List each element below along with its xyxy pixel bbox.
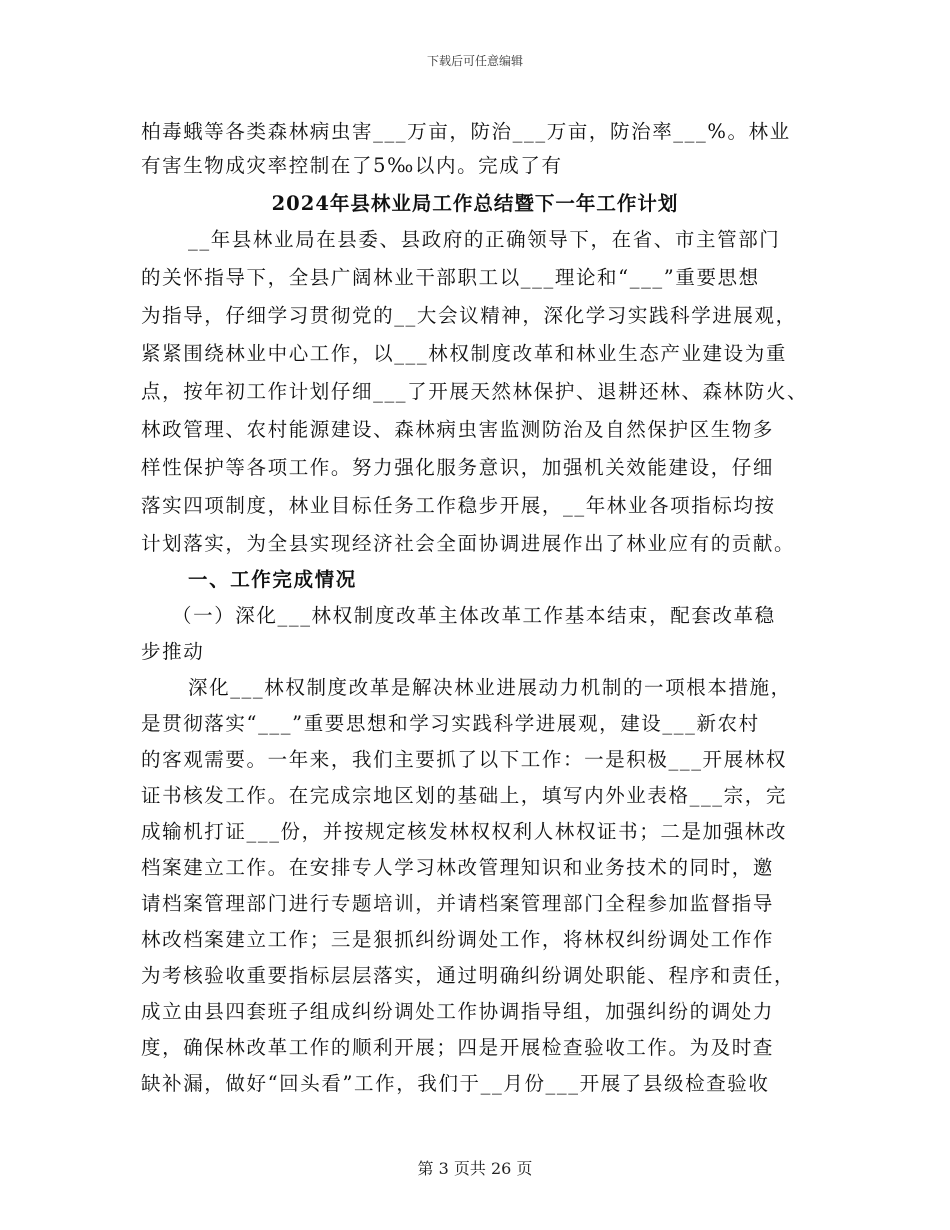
body-line: 点，按年初工作计划仔细___了开展天然林保护、退耕还林、森林防火、 (141, 380, 809, 403)
body-line: 的关怀指导下，全县广阔林业干部职工以___理论和“___”重要思想 (141, 266, 760, 289)
body-line: 有害生物成灾率控制在了5‰以内。完成了有 (141, 154, 563, 177)
page-number: 第 3 页共 26 页 (417, 1159, 533, 1178)
body-line: 为指导，仔细学习贯彻党的__大会议精神，深化学习实践科学进展观， (141, 304, 797, 327)
body-line: 证书核发工作。在完成宗地区划的基础上，填写内外业表格___宗，完 (141, 784, 787, 807)
section-heading: 一、工作完成情况 (188, 568, 357, 591)
body-line: 紧紧围绕林业中心工作，以___林权制度改革和林业生态产业建设为重 (141, 342, 787, 365)
body-line: __年县林业局在县委、县政府的正确领导下，在省、市主管部门 (188, 228, 781, 251)
body-line: 落实四项制度，林业目标任务工作稳步开展，__年林业各项指标均按 (141, 494, 776, 517)
body-line: 为考核验收重要指标层层落实，通过明确纠纷调处职能、程序和责任， (141, 964, 796, 987)
subsection-heading: （一）深化___林权制度改革主体改革工作基本结束，配套改革稳 (172, 604, 776, 627)
body-line: 柏毒蛾等各类森林病虫害___万亩，防治___万亩，防治率___%。林业 (141, 120, 791, 143)
body-line: 是贯彻落实“___”重要思想和学习实践科学进展观，建设___新农村 (141, 712, 760, 735)
body-line: 的客观需要。一年来，我们主要抓了以下工作：一是积极___开展林权 (141, 748, 787, 771)
body-line: 度，确保林改革工作的顺利开展；四是开展检查验收工作。为及时查 (141, 1036, 775, 1059)
body-line: 成立由县四套班子组成纠纷调处工作协调指导组，加强纠纷的调处力 (141, 1000, 775, 1023)
body-line: 深化___林权制度改革是解决林业进展动力机制的一项根本措施， (188, 676, 792, 699)
body-line: 林改档案建立工作；三是狠抓纠纷调处工作，将林权纠纷调处工作作 (141, 928, 775, 951)
body-line: 成输机打证___份，并按规定核发林权权利人林权证书；二是加强林改 (141, 820, 787, 843)
body-line: 档案建立工作。在安排专人学习林改管理知识和业务技术的同时，邀 (141, 856, 775, 879)
body-line: 样性保护等各项工作。努力强化服务意识，加强机关效能建设，仔细 (141, 456, 775, 479)
document-title: 2024年县林业局工作总结暨下一年工作计划 (271, 192, 679, 215)
body-line: 计划落实，为全县实现经济社会全面协调进展作出了林业应有的贡献。 (141, 532, 796, 555)
body-line: 缺补漏，做好“回头看”工作，我们于__月份___开展了县级检查验收 (141, 1072, 770, 1095)
header-note: 下载后可任意编辑 (426, 54, 523, 68)
body-line: 请档案管理部门进行专题培训，并请档案管理部门全程参加监督指导 (141, 892, 775, 915)
subsection-heading-cont: 步推动 (141, 640, 205, 663)
body-line: 林政管理、农村能源建设、森林病虫害监测防治及自然保护区生物多 (141, 418, 775, 441)
